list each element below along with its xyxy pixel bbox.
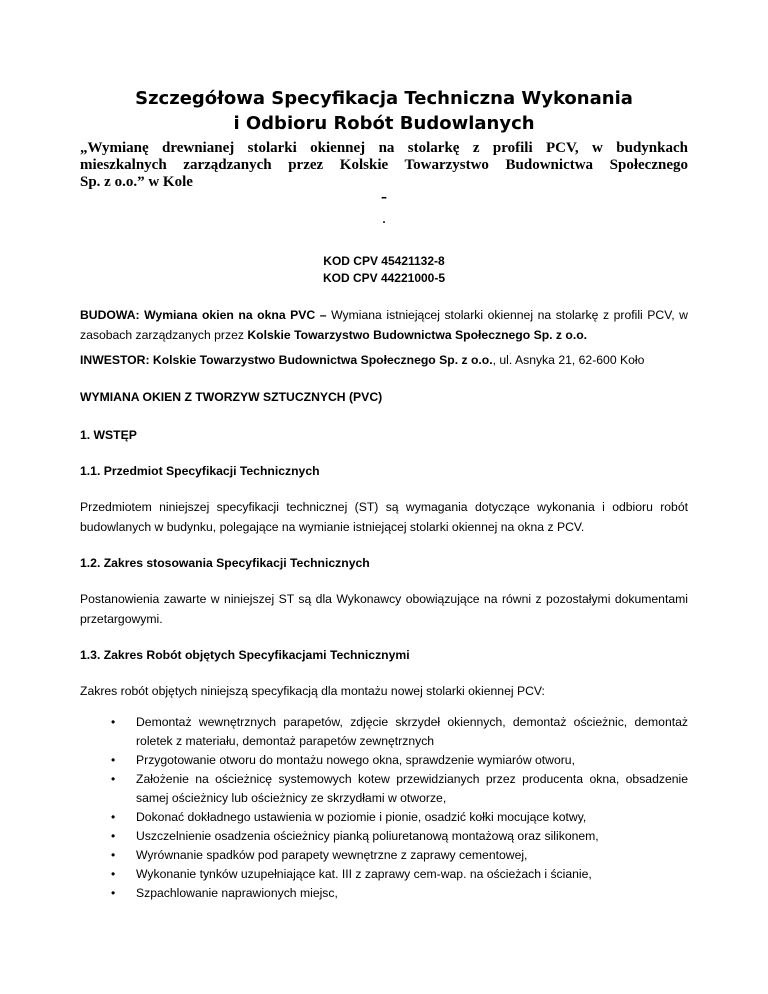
bullet-icon: • [111, 810, 116, 824]
separator-dash: - [381, 186, 387, 206]
inwestor-label: INWESTOR: Kolskie Towarzystwo Budownictwa Społecznego Sp. z o.o. [80, 353, 493, 367]
bullet-icon: • [111, 753, 116, 767]
document-title-line2: i Odbioru Robót Budowlanych [233, 113, 535, 134]
list-item: • Wyrównanie spadków pod parapety wewnętrzne z zaprawy cementowej, [80, 846, 688, 865]
list-item: • Przygotowanie otworu do montażu nowego okna, sprawdzenie wymiarów otworu, [80, 751, 688, 770]
inwestor-address: , ul. Asnyka 21, 62-600 Koło [492, 353, 645, 367]
cpv-code-1: KOD CPV 45421132-8 [323, 254, 445, 268]
section-1-heading: 1. WSTĘP [80, 428, 137, 442]
cpv-code-2: KOD CPV 44221000-5 [322, 271, 446, 285]
bullet-icon: • [111, 848, 116, 862]
project-name-line2: mieszkalnych zarządzanych przez Kolskie Towarzystwo Budownictwa Społecznego [80, 157, 688, 173]
list-item: • Wykonanie tynków uzupełniające kat. III z zaprawy cem-wap. na ościeżach i ścianie, [80, 865, 688, 884]
bullet-icon: • [111, 886, 116, 900]
bullet-icon: • [111, 867, 116, 881]
project-name [80, 140, 688, 191]
list-item: • Dokonać dokładnego ustawienia w poziomie i pionie, osadzić kołki mocujące kotwy, [80, 808, 688, 827]
section-1-2-text: Postanowienia zawarte w niniejszej ST są dla Wykonawcy obowiązujące na równi z pozostałymi dokumentami przetargowymi. [80, 592, 688, 626]
section-1-3-heading: 1.3. Zakres Robót objętych Specyfikacjami Technicznymi [80, 648, 410, 662]
scope-list [80, 713, 688, 903]
bullet-icon: • [111, 715, 116, 729]
section-1-3-intro: Zakres robót objętych niniejszą specyfikacją dla montażu nowej stolarki okiennej PCV: [80, 684, 545, 698]
section-1-1-text: Przedmiotem niniejszej specyfikacji technicznej (ST) są wymagania dotyczące wykonania i odbioru robót budowlanych w budynku, polegające na wymianie istniejącej stolarki okiennej na okna z PCV. [80, 500, 688, 534]
list-item: • Uszczelnienie osadzenia ościeżnicy pianką poliuretanową montażową oraz silikonem, [80, 827, 688, 846]
inwestor-paragraph [80, 350, 688, 370]
list-item: • Szpachlowanie naprawionych miejsc, [80, 884, 688, 903]
budowa-paragraph [80, 305, 688, 345]
budowa-label: BUDOWA: Wymiana okien na okna PVC – [80, 308, 332, 322]
budowa-text: Wymiana istniejącej stolarki okiennej na stolarkę z profili PCV, w zasobach zarządzanych przez [80, 308, 688, 342]
bullet-icon: • [111, 772, 116, 786]
separator-dot: . [382, 212, 386, 226]
section-1-1-heading: 1.1. Przedmiot Specyfikacji Technicznych [80, 464, 320, 478]
budowa-company: Kolskie Towarzystwo Budownictwa Społecznego Sp. z o.o. [247, 328, 588, 342]
section-main-heading: WYMIANA OKIEN Z TWORZYW SZTUCZNYCH (PVC) [80, 390, 383, 404]
section-1-2-heading: 1.2. Zakres stosowania Specyfikacji Technicznych [80, 556, 370, 570]
list-item: • Demontaż wewnętrznych parapetów, zdjęcie skrzydeł okiennych, demontaż ościeżnic, demontaż roletek z materiału, demontaż parapetów zewnętrznych [111, 715, 688, 748]
bullet-icon: • [111, 829, 116, 843]
project-name-line1: „Wymianę drewnianej stolarki okiennej na stolarkę z profili PCV, w budynkach [80, 140, 688, 156]
list-item: • Założenie na ościeżnicę systemowych kotew przewidzianych przez producenta okna, obsadzenie samej ościeżnicy lub ościeżnicy ze skrzydłami w otworze, [111, 772, 688, 805]
project-name-line3: Sp. z o.o.” w Kole [80, 174, 193, 190]
document-title-line1: Szczegółowa Specyfikacja Techniczna Wykonania [135, 88, 633, 109]
